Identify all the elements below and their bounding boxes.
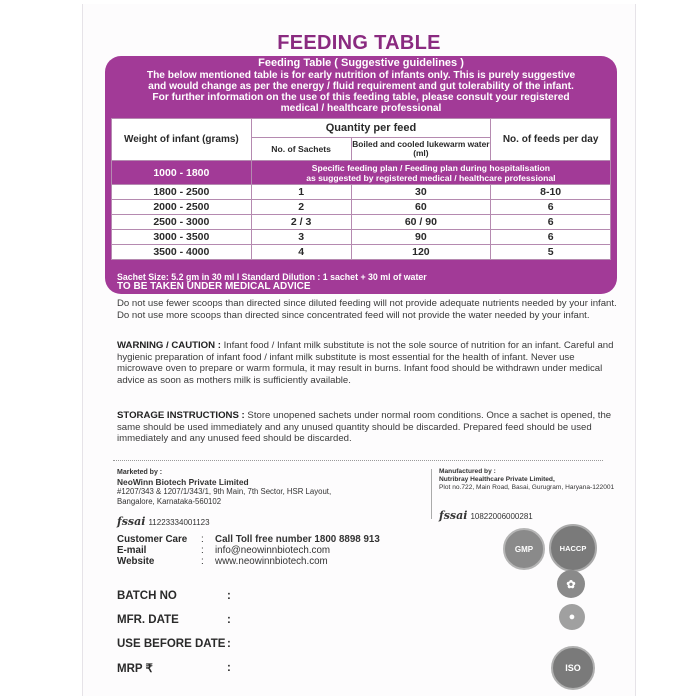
storage-label: STORAGE INSTRUCTIONS : [117, 410, 245, 421]
leaf-badge-icon: ✿ [557, 570, 585, 598]
manufacturer-fssai [439, 509, 533, 522]
marketer-name: NeoWinn Biotech Private Limited [117, 476, 249, 487]
cell-weight: 2000 - 2500 [112, 200, 252, 215]
cell-feeds: 6 [491, 215, 611, 230]
feeding-box-subtitle: Feeding Table ( Suggestive guidelines ) [258, 57, 464, 69]
cell-feeds: 6 [491, 230, 611, 245]
cell-water: 60 / 90 [351, 215, 491, 230]
gmp-badge-icon: GMP [503, 528, 545, 570]
field-row [117, 608, 231, 632]
marketer-address: #1207/343 & 1207/1/343/1, 9th Main, 7th Sector, HSR Layout, [117, 487, 332, 496]
field-value: : [227, 638, 231, 650]
field-value: : [227, 614, 231, 626]
field-value: : [227, 662, 231, 674]
header-quantity: Quantity per feed [251, 119, 491, 138]
cell-weight: 2500 - 3000 [112, 215, 252, 230]
cell-feeds: 6 [491, 200, 611, 215]
feeding-box-header [105, 58, 617, 114]
email-value: info@neowinnbiotech.com [215, 545, 331, 556]
table-row [112, 200, 611, 215]
intro-line: medical / healthcare professional [280, 103, 442, 114]
fssai-number: 11223334001123 [148, 518, 210, 527]
cell-sachets: 3 [251, 230, 351, 245]
feeding-box-footer [117, 272, 607, 292]
cell-sachets: 4 [251, 245, 351, 260]
plan-line: Specific feeding plan / Feeding plan during hospitalisation [311, 162, 550, 173]
customer-care-label: Customer Care [117, 534, 188, 545]
warning-label: WARNING / CAUTION : [117, 340, 221, 351]
table-row [112, 185, 611, 200]
customer-care-value: Call Toll free number 1800 8898 913 [215, 534, 380, 545]
field-label: MFR. DATE [117, 614, 179, 626]
scoops-paragraph: Do not use fewer scoops than directed since diluted feeding will not provide adequate nutrients needed by your infant. Do not use more scoops than directed since concentrated feed will not provide the water needed by your infant. [117, 298, 617, 321]
field-row [117, 584, 231, 608]
header-water: Boiled and cooled lukewarm water (ml) [351, 138, 491, 161]
cell-sachets: 2 / 3 [251, 215, 351, 230]
haccp-badge-icon: HACCP [549, 524, 597, 572]
manufacturer-address: Plot no.722, Main Road, Basai, Gurugram, Haryana-122001 [439, 484, 615, 491]
cell-water: 120 [351, 245, 491, 260]
fssai-logo-icon: fssai [439, 509, 468, 522]
marketer-address: Bangalore, Karnataka-560102 [117, 496, 222, 506]
header-sachets: No. of Sachets [251, 138, 351, 161]
cell-weight: 1000 - 1800 [112, 161, 252, 185]
cell-plan [251, 161, 610, 185]
marketed-by-label: Marketed by : [117, 469, 163, 476]
iso-badge-icon: ISO [551, 646, 595, 690]
vertical-divider [431, 469, 432, 519]
website-value: www.neowinnbiotech.com [215, 556, 328, 567]
website-label: Website [117, 556, 155, 567]
table-row-special [112, 161, 611, 185]
header-weight: Weight of infant (grams) [112, 119, 252, 161]
marketed-by-block [117, 468, 417, 506]
manufacturer-name: Nutribray Healthcare Private Limited, [439, 476, 555, 483]
email-label: E-mail [117, 545, 147, 556]
cell-sachets: 1 [251, 185, 351, 200]
field-label: MRP ₹ [117, 663, 153, 675]
sachet-size-note: Sachet Size: 5.2 gm in 30 ml I Standard Dilution : 1 sachet + 30 ml of water [117, 272, 427, 282]
intro-line: For further information on the use of this feeding table, please consult your registered [152, 92, 570, 103]
product-carton-back [82, 4, 636, 696]
cell-weight: 3500 - 4000 [112, 245, 252, 260]
table-row [112, 245, 611, 260]
fssai-number: 10822006000281 [470, 512, 533, 521]
field-row [117, 632, 231, 656]
divider [113, 460, 603, 461]
veg-badge-icon: ● [559, 604, 585, 630]
cell-sachets: 2 [251, 200, 351, 215]
cell-weight: 3000 - 3500 [112, 230, 252, 245]
page-title: FEEDING TABLE [277, 32, 441, 54]
manufactured-by-block [439, 468, 629, 492]
warning-paragraph [117, 340, 622, 386]
cell-water: 60 [351, 200, 491, 215]
field-label: BATCH NO [117, 590, 177, 602]
field-label: USE BEFORE DATE [117, 638, 226, 650]
feeding-table-box [105, 56, 617, 294]
manufactured-by-label: Manufactured by : [439, 468, 496, 475]
cell-weight: 1800 - 2500 [112, 185, 252, 200]
warning-text: Infant food / Infant milk substitute is not the sole source of nutrition for an infant. Careful and hygienic preparation of infant food / infant milk substitute is most essential for the health of infant. Never use microwave oven to prepare or warm formula, it may result in burns. Infant food should be withdrawn under medical advice as soon as mothers milk is sufficiently available. [117, 340, 614, 386]
fssai-logo-icon: fssai [117, 515, 146, 528]
intro-line: and would change as per the energy / fluid requirement and gut tolerability of the infant. [148, 81, 574, 92]
marketer-fssai [117, 515, 210, 528]
table-row [112, 230, 611, 245]
cell-feeds: 8-10 [491, 185, 611, 200]
field-value: : [227, 590, 231, 602]
intro-line: The below mentioned table is for early nutrition of infants only. This is purely suggestive [146, 70, 576, 81]
plan-line: as suggested by registered medical / healthcare professional [306, 172, 556, 183]
header-feeds: No. of feeds per day [491, 119, 611, 161]
medical-advice-note: TO BE TAKEN UNDER MEDICAL ADVICE [117, 281, 311, 292]
storage-paragraph [117, 410, 622, 445]
cell-feeds: 5 [491, 245, 611, 260]
storage-text: Store unopened sachets under normal room conditions. Once a sachet is opened, the same should be used immediately and any unused quantity should be discarded. Prepared feed should be used immediately and any unused feed should be discarded. [117, 410, 612, 444]
cell-water: 30 [351, 185, 491, 200]
table-row [112, 215, 611, 230]
cell-water: 90 [351, 230, 491, 245]
batch-fields [117, 584, 231, 680]
field-row [117, 656, 231, 680]
contact-block: Customer Care : Call Toll free number 1800 8898 913 E-mail : info@neowinnbiotech.com Website : www.neowinnbiotech.com [117, 534, 380, 567]
feeding-table [111, 118, 611, 260]
